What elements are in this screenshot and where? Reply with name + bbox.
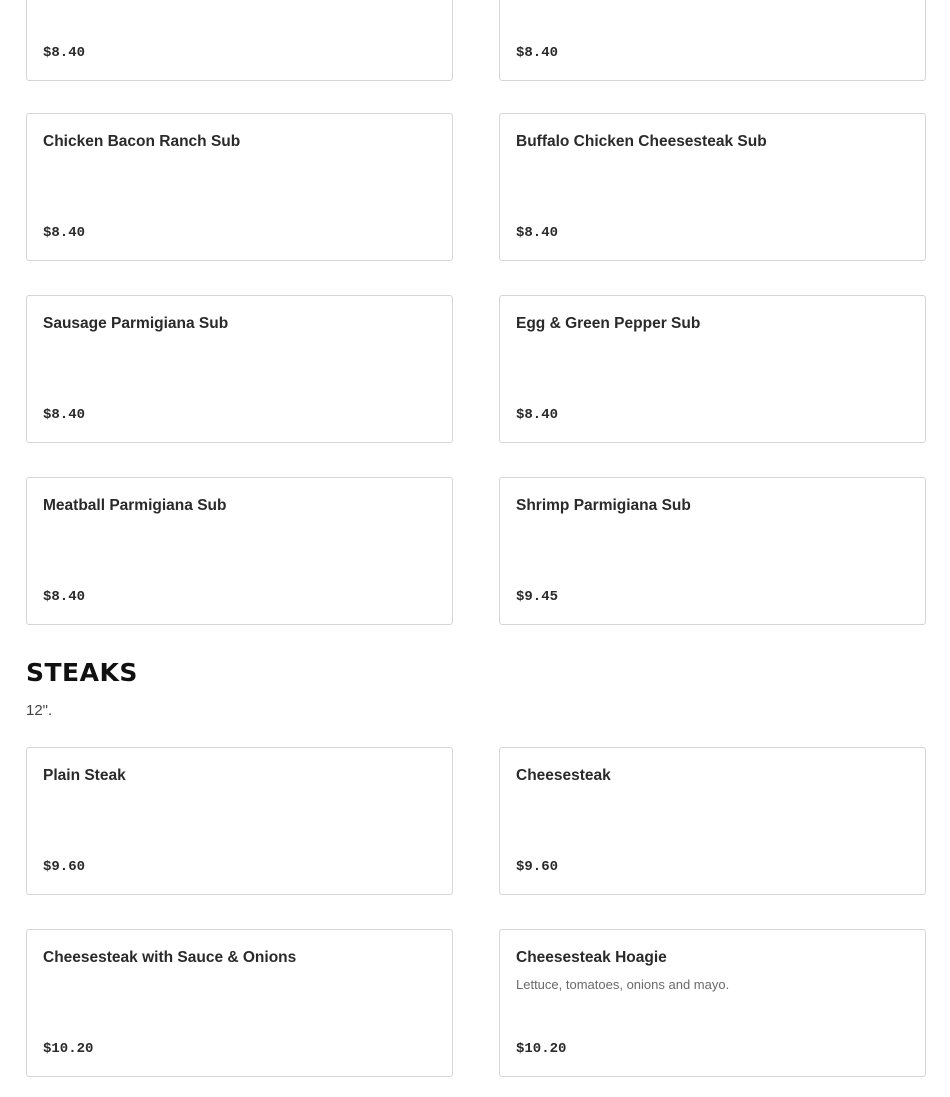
menu-item-card[interactable] [26, 295, 453, 443]
item-name: Meatball Parmigiana Sub [43, 497, 227, 514]
item-name: Chicken Bacon Ranch Sub [43, 133, 241, 150]
item-description: Lettuce, tomatoes, onions and mayo. [516, 977, 730, 992]
item-name: Shrimp Parmigiana Sub [516, 497, 691, 514]
item-price: $9.45 [516, 589, 559, 605]
menu-item-card[interactable] [26, 0, 453, 81]
item-name: Cheesesteak with Sauce & Onions [43, 949, 297, 966]
item-name: Sausage Parmigiana Sub [43, 315, 229, 332]
menu-item-card[interactable] [499, 0, 926, 81]
item-price: $8.40 [516, 225, 559, 241]
menu-item-card[interactable] [499, 747, 926, 895]
item-price: $10.20 [43, 1041, 94, 1057]
section-title: STEAKS [26, 658, 138, 687]
item-name: Egg & Green Pepper Sub [516, 315, 701, 332]
item-price: $9.60 [43, 859, 86, 875]
item-price: $8.40 [43, 45, 86, 61]
menu-item-card[interactable] [499, 477, 926, 625]
item-name: Plain Steak [43, 767, 126, 784]
menu-item-card[interactable] [26, 929, 453, 1077]
item-price: $8.40 [43, 589, 86, 605]
item-price: $10.20 [516, 1041, 567, 1057]
item-price: $8.40 [516, 407, 559, 423]
menu-item-card[interactable] [26, 477, 453, 625]
menu-item-card[interactable] [26, 113, 453, 261]
item-price: $9.60 [516, 859, 559, 875]
menu-item-card[interactable] [499, 295, 926, 443]
item-name: Buffalo Chicken Cheesesteak Sub [516, 133, 767, 150]
item-name: Cheesesteak [516, 767, 611, 784]
menu-item-card[interactable] [26, 747, 453, 895]
item-price: $8.40 [43, 407, 86, 423]
item-price: $8.40 [516, 45, 559, 61]
item-name: Cheesesteak Hoagie [516, 949, 667, 966]
menu-item-card[interactable] [499, 929, 926, 1077]
menu-item-card[interactable] [499, 113, 926, 261]
item-price: $8.40 [43, 225, 86, 241]
section-description: 12". [26, 702, 53, 719]
